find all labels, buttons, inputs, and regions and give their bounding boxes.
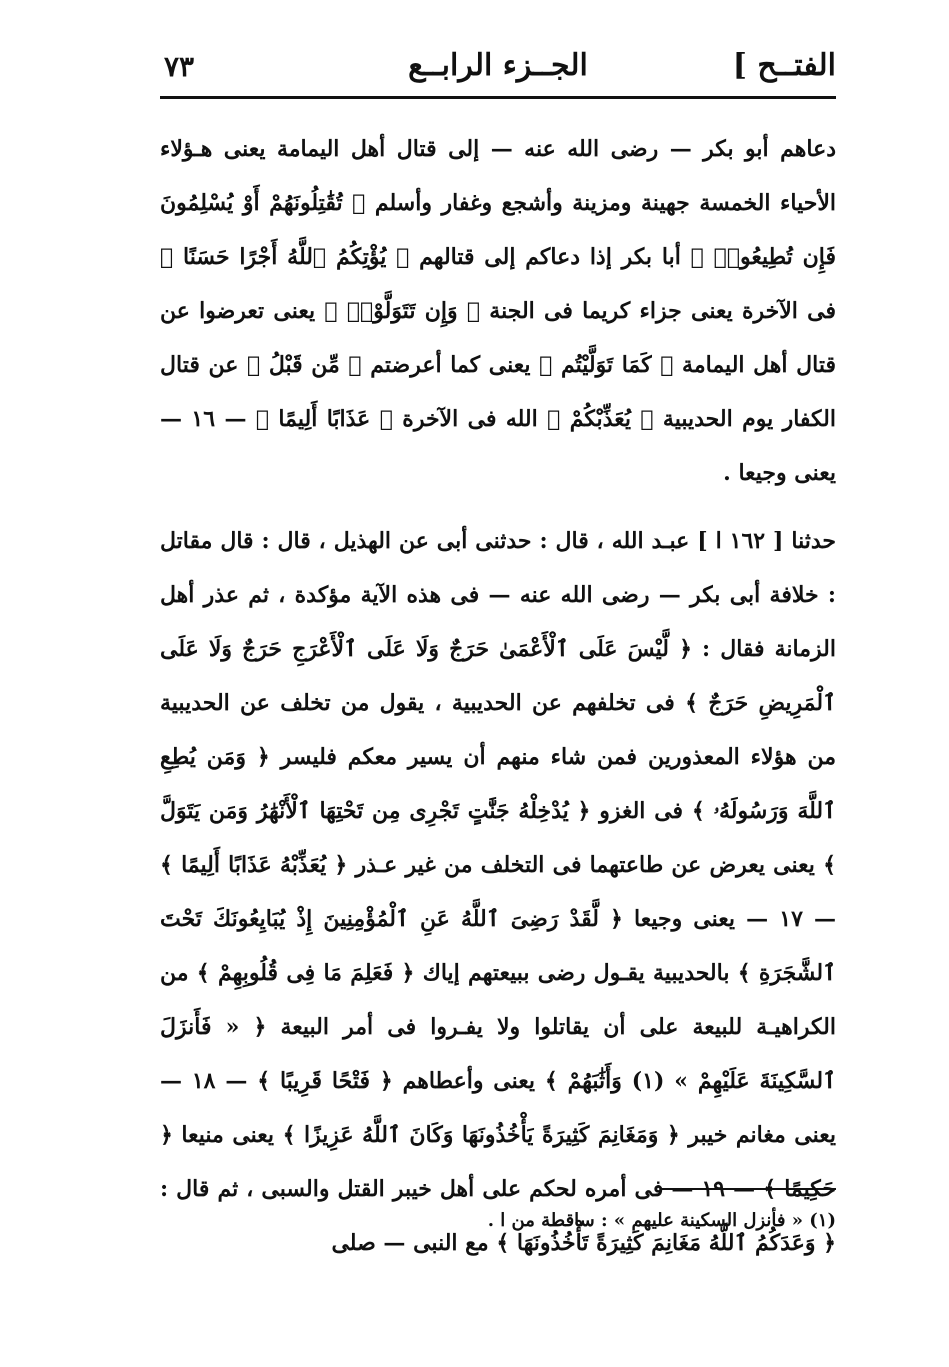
footnote-rule bbox=[660, 1188, 836, 1190]
page-number: ٧٣ bbox=[164, 50, 195, 83]
header-rule bbox=[160, 96, 836, 99]
footnote: (١) « فأنزل السكينة عليهم » : ساقطة من ا . bbox=[487, 1210, 836, 1231]
main-text bbox=[160, 122, 836, 1284]
page-header bbox=[160, 40, 836, 90]
chapter-title: الفتــح ] bbox=[732, 48, 836, 83]
part-title: الجــزء الرابــع bbox=[408, 48, 588, 83]
paragraph-2: حدثنا [ ١٦٢ ا ] عبـد الله ، قال : حدثنى أبى عن الهذيل ، قال : قال مقاتل : خلافة أبى بكر — رضى الله عنه — فى هذه الآية مؤكدة ، ثم عذر أهل الزمانة فقال : ﴿ لَّيْسَ عَلَى ٱلْأَعْمَىٰ حَرَجٌ وَلَا عَلَى ٱلْأَعْرَجِ حَرَجٌ وَلَا عَلَى ٱلْمَرِيضِ حَرَجٌ ﴾ فى تخلفهم عن الحديبية ، يقول من تخلف عن الحديبية من هؤلاء المعذورين فمن شاء منهم أن يسير معكم فليسر ﴿ وَمَن يُطِعِ ٱللَّهَ وَرَسُولَهُۥ ﴾ فى الغزو ﴿ يُدْخِلْهُ جَنَّٰتٍ تَجْرِى مِن تَحْتِهَا ٱلْأَنْهَٰرُ وَمَن يَتَوَلَّ ﴾ يعنى يعرض عن طاعتهما فى التخلف من غير عـذر ﴿ يُعَذِّبْهُ عَذَابًا أَلِيمًا ﴾ — ١٧ — يعنى وجيعا ﴿ لَّقَدْ رَضِىَ ٱللَّهُ عَنِ ٱلْمُؤْمِنِينَ إِذْ يُبَايِعُونَكَ تَحْتَ ٱلشَّجَرَةِ ﴾ بالحديبية يقـول رضى ببيعتهم إياك ﴿ فَعَلِمَ مَا فِى قُلُوبِهِمْ ﴾ من الكراهيـة للبيعة على أن يقاتلوا ولا يفـروا فى أمر البيعة ﴿ « فَأَنزَلَ ٱلسَّكِينَةَ عَلَيْهِمْ » (١) وَأَثَٰبَهُمْ ﴾ يعنى وأعطاهم ﴿ فَتْحًا قَرِيبًا ﴾ — ١٨ — يعنى مغانم خيبر ﴿ وَمَغَانِمَ كَثِيرَةً يَأْخُذُونَهَا وَكَانَ ٱللَّهُ عَزِيزًا ﴾ يعنى منيعا ﴿ حَكِيمًا ﴾ — ١٩ — فى أمره لحكم على أهل خيبر القتل والسبى ، ثم قال : ﴿ وَعَدَكُمُ ٱللَّهُ مَغَانِمَ كَثِيرَةً تَأْخُذُونَهَا ﴾ مع النبى — صلى bbox=[160, 528, 837, 1256]
paragraph-1: دعاهم أبو بكر — رضى الله عنه — إلى قتال أهل اليمامة يعنى هـؤلاء الأحياء الخمسة جهينة ومزينة وأشجع وغفار وأسلم ﴿ تُقَٰتِلُونَهُمْ أَوْ يُسْلِمُونَ فَإِن تُطِيعُوا۟ ﴾ أبا بكر إذا دعاكم إلى قتالهم ﴿ يُؤْتِكُمُ ٱللَّهُ أَجْرًا حَسَنًا ﴾ فى الآخرة يعنى جزاء كريما فى الجنة ﴿ وَإِن تَتَوَلَّوْا۟ ﴾ يعنى تعرضوا عن قتال أهل اليمامة ﴿ كَمَا تَوَلَّيْتُم ﴾ يعنى كما أعرضتم ﴿ مِّن قَبْلُ ﴾ عن قتال الكفار يوم الحديبية ﴿ يُعَذِّبْكُمْ ﴾ الله فى الآخرة ﴿ عَذَابًا أَلِيمًا ﴾ — ١٦ — يعنى وجيعا . bbox=[160, 136, 836, 486]
